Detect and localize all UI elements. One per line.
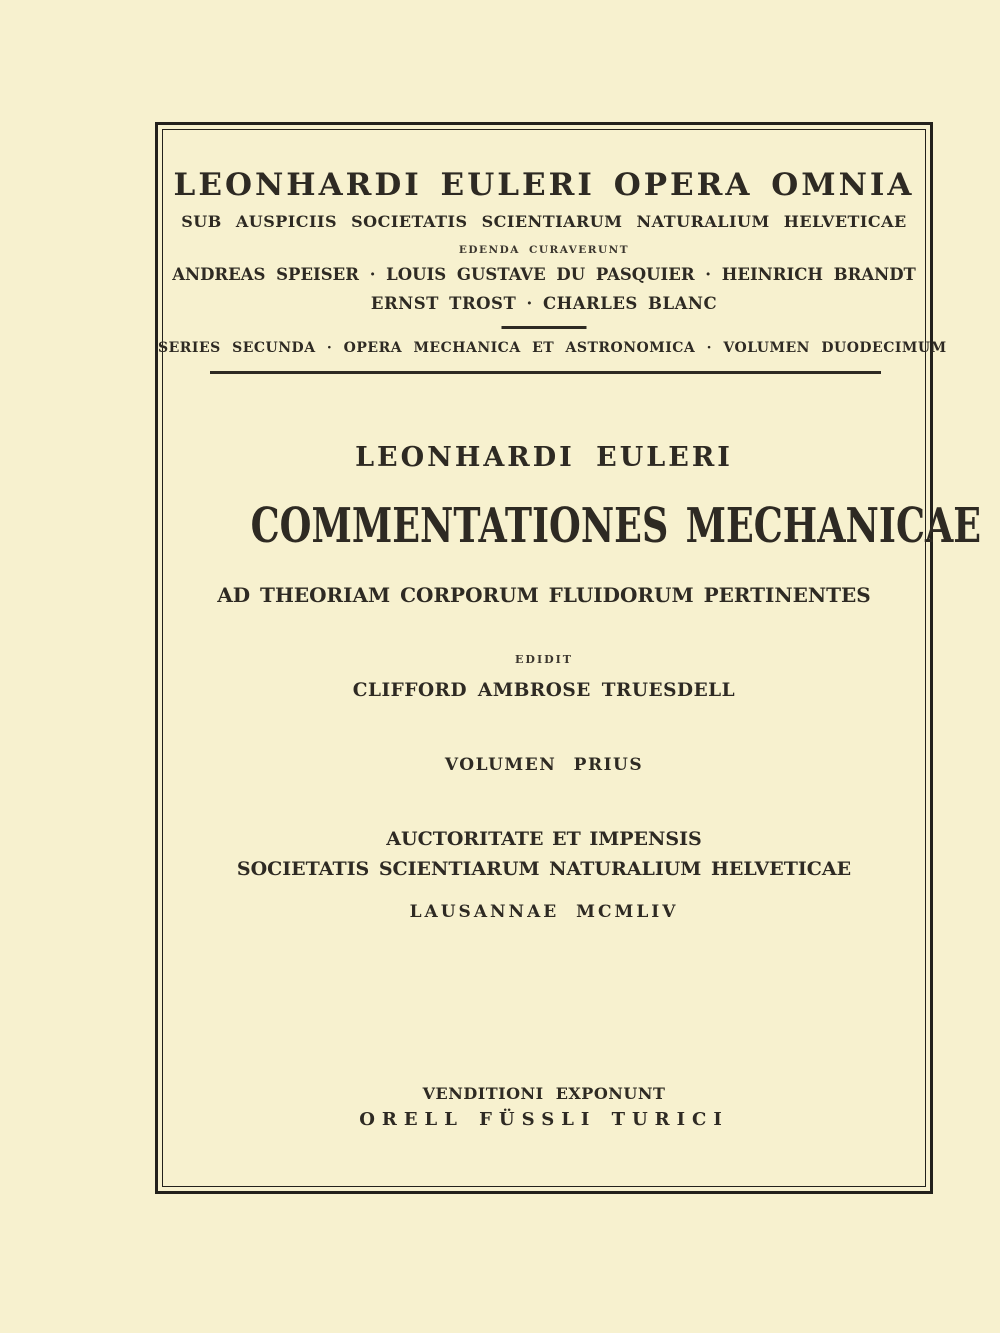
editors-line-1: ANDREAS SPEISER · LOUIS GUSTAVE DU PASQUIER · HEINRICH BRANDT — [172, 265, 916, 284]
divider-long — [210, 371, 881, 374]
editors-caption: EDENDA CURAVERUNT — [458, 244, 630, 256]
series-title: LEONHARDI EULERI OPERA OMNIA — [173, 167, 915, 203]
author-name: LEONHARDI EULERI — [355, 442, 733, 473]
main-title: COMMENTATIONES MECHANICAE — [250, 498, 982, 554]
volume-editor: CLIFFORD AMBROSE TRUESDELL — [352, 680, 736, 701]
editors-line-2: ERNST TROST · CHARLES BLANC — [370, 294, 718, 313]
imprint-line-2: SOCIETATIS SCIENTIARUM NATURALIUM HELVETICAE — [236, 858, 852, 880]
imprint-line-1: AUCTORITATE ET IMPENSIS — [386, 828, 702, 850]
editor-caption: EDIDIT — [515, 653, 573, 666]
publisher-caption: VENDITIONI EXPONUNT — [422, 1084, 666, 1103]
double-rule-frame — [155, 122, 982, 1194]
imprint-place-year: LAUSANNAE MCMLIV — [409, 902, 679, 922]
publisher-name: ORELL FÜSSLI TURICI — [359, 1109, 729, 1130]
title-page-content — [158, 125, 982, 1191]
series-subtitle: SUB AUSPICIIS SOCIETATIS SCIENTIARUM NATURALIUM HELVETICAE — [181, 212, 907, 231]
volume-label: VOLUMEN PRIUS — [444, 755, 644, 775]
series-volume-line: SERIES SECUNDA · OPERA MECHANICA ET ASTRONOMICA · VOLUMEN DUODECIMUM — [158, 340, 947, 356]
subtitle: AD THEORIAM CORPORUM FLUIDORUM PERTINENTES — [217, 583, 871, 607]
divider-short — [502, 326, 587, 329]
